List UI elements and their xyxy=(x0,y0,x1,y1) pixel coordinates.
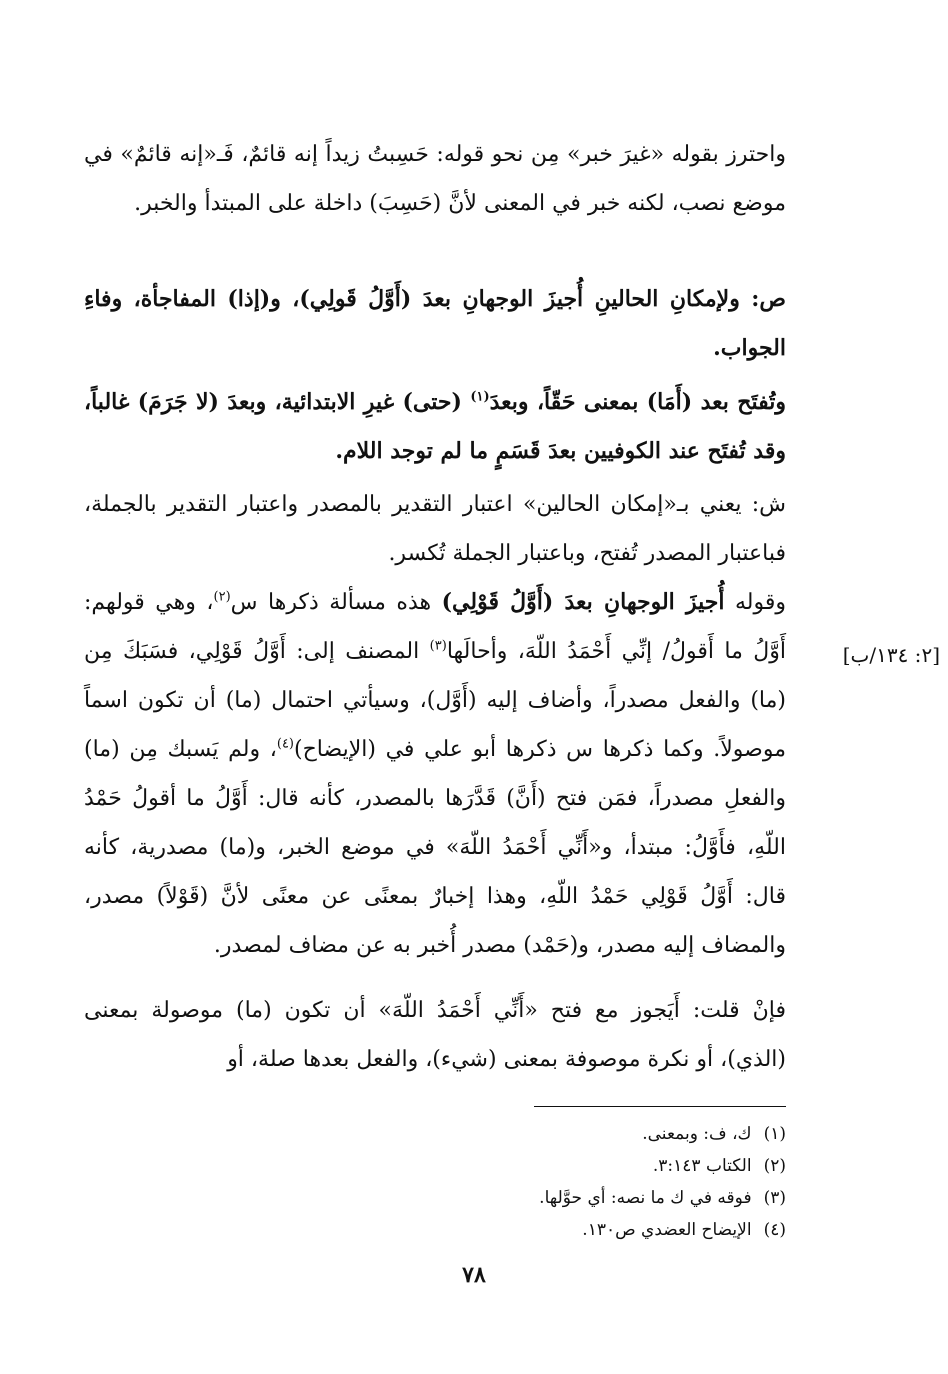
footnote-text: الكتاب ٣:١٤٣. xyxy=(652,1156,752,1176)
paragraph-5 xyxy=(84,578,786,970)
matn-text-continued xyxy=(84,378,786,476)
footnote-text: فوقه في ك ما نصه: أي حوَّلها. xyxy=(539,1188,752,1208)
page-number: ٧٨ xyxy=(462,1262,486,1288)
paragraph-3-part-a: وتُفتَح بعد (أَمَا) بمعنى حَقّاً، وبعدَ xyxy=(489,389,786,415)
sharh-text-final xyxy=(84,986,786,1084)
footnote-4 xyxy=(300,1214,786,1246)
footnotes-section xyxy=(300,1118,786,1246)
footnote-1 xyxy=(300,1118,786,1150)
matn-text xyxy=(84,275,786,373)
sharh-text xyxy=(84,480,786,578)
footnote-number: (٣) xyxy=(763,1188,786,1208)
paragraph-6: فإنْ قلت: أَيَجوز مع فتح «أَنِّي أَحْمَدُ اللّهَ» أن تكون (ما) موصولة بمعنى (الذي)، أو نكرة موصوفة بمعنى (شيء)، والفعل بعدها صلة، أو xyxy=(84,998,786,1072)
footnote-ref-2: (٢) xyxy=(213,589,231,605)
footnote-divider xyxy=(534,1106,786,1107)
paragraph-2-matn: ص: ولإمكانِ الحالينِ أُجيزَ الوجهانِ بعدَ (أَوَّلُ قَولِي)، و(إذا) المفاجأة، وفاءِ الجواب. xyxy=(84,286,786,361)
footnote-number: (٢) xyxy=(763,1156,786,1176)
paragraph-1: واحترز بقوله «غيرَ خبر» مِن نحو قوله: حَسِبتُ زيداً إنه قائمٌ، فَـ«إنه قائمٌ» في موضع نصب، لكنه خبر في المعنى لأنَّ (حَسِبَ) داخلة على المبتدأ والخبر. xyxy=(84,142,786,216)
paragraph-5-part-d: ، وهي قولهم: أَوَّلُ ما أَقولُ/ إنِّي أَحْمَدُ اللّهَ، وأحالَها xyxy=(84,590,787,664)
paragraph-3-matn xyxy=(84,378,786,476)
sharh-text-continued xyxy=(84,578,786,970)
paragraph-5-part-e: المصنف إلى: أَوَّلُ قَوْلِي، فسَبَكَ مِن (ما) والفعل مصدراً، وأضاف إليه (أَوَّل)، وسيأتي احتمال (ما) أن تكون اسماً موصولاً. وكما ذكرها س ذكرها أبو علي في (الإيضاح) xyxy=(84,639,787,762)
paragraph-5-part-c: هذه مسألة ذكرها س xyxy=(230,590,432,615)
footnote-2 xyxy=(300,1150,786,1182)
paragraph-5-part-a: وقوله xyxy=(734,590,786,615)
footnote-number: (١) xyxy=(763,1124,786,1144)
footnote-ref-1: (١) xyxy=(470,389,490,405)
main-text xyxy=(84,130,786,228)
paragraph-5-part-f: ، ولم يَسبك مِن (ما) والفعلِ مصدراً، فمَن فتح (أَنَّ) قَدَّرَها بالمصدر، كأنه قال: أَوَّلُ ما أقولُ حَمْدُ اللّهِ، فأَوَّلُ: مبتدأ، و«أَنِّي أَحْمَدُ اللّهَ» في موضع الخبر، و(ما) مصدرية، كأنه قال: أَوَّلُ قَوْلِي حَمْدُ اللّهِ، وهذا إخبارٌ بمعنًى عن معنًى لأنَّ (قَوْلاً) مصدر، والمضاف إليه مصدر، و(حَمْد) مصدر أُخبر به عن مضاف لمصدر. xyxy=(84,737,786,958)
manuscript-folio-marker: [٢: ١٣٤/ب] xyxy=(842,643,940,667)
paragraph-3-part-b: (حتى) غيرِ الابتدائية، وبعدَ (لا جَرَمَ) غالباً، وقد تُفتَح عند الكوفيين بعدَ قَسَمٍ ما لم توجد اللام. xyxy=(84,389,786,464)
footnote-number: (٤) xyxy=(763,1220,786,1240)
paragraph-4-sharh: ش: يعني بـ«إمكان الحالين» اعتبار التقدير بالمصدر واعتبار التقدير بالجملة، فباعتبار المصدر تُفتح، وباعتبار الجملة تُكسر. xyxy=(84,492,786,566)
footnote-ref-3: (٣) xyxy=(429,638,447,654)
footnote-ref-4: (٤) xyxy=(276,736,294,752)
paragraph-5-quote: أُجيزَ الوجهانِ بعدَ (أَوَّلُ قَوْلِي) xyxy=(441,589,725,615)
footnote-3 xyxy=(300,1182,786,1214)
footnote-text: ك، ف: وبمعنى. xyxy=(642,1124,752,1144)
footnote-text: الإيضاح العضدي ص١٣٠. xyxy=(582,1220,752,1240)
